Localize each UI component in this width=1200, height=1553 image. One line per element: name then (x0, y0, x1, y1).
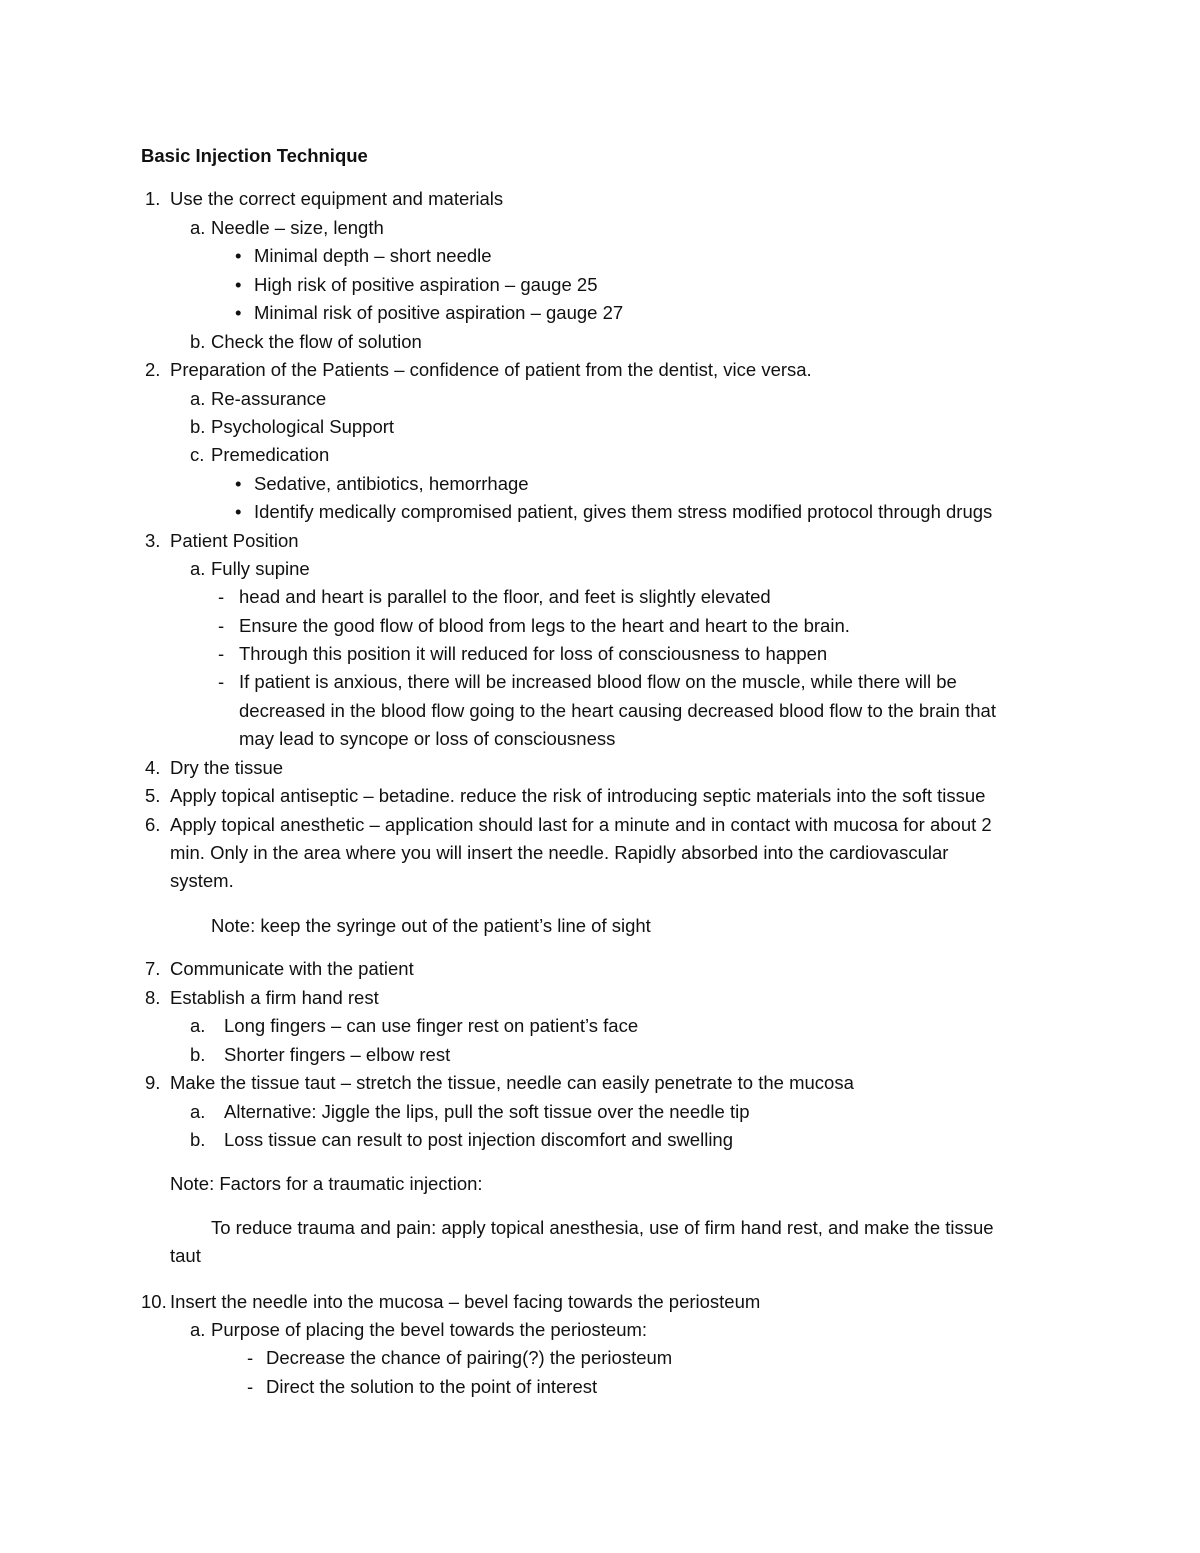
list-marker: a. (190, 388, 206, 409)
list-item-text: Ensure the good flow of blood from legs to the heart and heart to the brain. (239, 615, 850, 636)
list-marker: b. (190, 1044, 206, 1065)
paragraph-text: may lead to syncope or loss of consciousness (239, 728, 616, 749)
list-marker: • (235, 302, 242, 323)
list-marker: • (235, 274, 242, 295)
list-marker: 6. (145, 814, 161, 835)
paragraph-text: min. Only in the area where you will insert the needle. Rapidly absorbed into the cardiovascular (170, 842, 949, 863)
list-marker: 10. (141, 1291, 167, 1312)
list-marker: 9. (145, 1072, 161, 1093)
list-marker: c. (190, 444, 205, 465)
paragraph-text: system. (170, 870, 234, 891)
paragraph-text: Note: keep the syringe out of the patient’s line of sight (211, 915, 651, 936)
list-item-text: Apply topical anesthetic – application should last for a minute and in contact with mucosa for about 2 (170, 814, 992, 835)
list-item-text: Decrease the chance of pairing(?) the periosteum (266, 1347, 673, 1368)
list-marker: a. (190, 558, 206, 579)
list-marker: - (218, 643, 225, 664)
list-item-text: Dry the tissue (170, 757, 284, 778)
paragraph-text: decreased in the blood flow going to the heart causing decreased blood flow to the brain that (239, 700, 996, 721)
list-marker: a. (190, 1101, 206, 1122)
paragraph-text: To reduce trauma and pain: apply topical anesthesia, use of firm hand rest, and make the tissue (211, 1217, 994, 1238)
list-item-text: Check the flow of solution (211, 331, 422, 352)
list-item-text: Premedication (211, 444, 330, 465)
list-item-text: Psychological Support (211, 416, 395, 437)
list-marker: - (218, 615, 225, 636)
list-marker: • (235, 501, 242, 522)
list-item-text: Use the correct equipment and materials (170, 188, 504, 209)
list-item-text: Preparation of the Patients – confidence of patient from the dentist, vice versa. (170, 359, 812, 380)
list-item-text: Fully supine (211, 558, 310, 579)
list-marker: • (235, 245, 242, 266)
list-item-text: Patient Position (170, 530, 299, 551)
list-item-text: Shorter fingers – elbow rest (224, 1044, 451, 1065)
list-item-text: Long fingers – can use finger rest on patient’s face (224, 1015, 639, 1036)
list-item-text: Make the tissue taut – stretch the tissue, needle can easily penetrate to the mucosa (170, 1072, 854, 1093)
list-marker: 4. (145, 757, 161, 778)
list-item-text: Minimal depth – short needle (254, 245, 492, 266)
list-item-text: Identify medically compromised patient, gives them stress modified protocol through drugs (254, 501, 993, 522)
list-item-text: Sedative, antibiotics, hemorrhage (254, 473, 529, 494)
list-item-text: Through this position it will reduced for loss of consciousness to happen (239, 643, 828, 664)
list-marker: b. (190, 1129, 206, 1150)
list-marker: a. (190, 1319, 206, 1340)
document-title: Basic Injection Technique (141, 145, 368, 166)
list-marker: 3. (145, 530, 161, 551)
list-item-text: Purpose of placing the bevel towards the periosteum: (211, 1319, 648, 1340)
list-marker: 2. (145, 359, 161, 380)
list-marker: a. (190, 217, 206, 238)
list-item-text: Minimal risk of positive aspiration – gauge 27 (254, 302, 624, 323)
list-item-text: Communicate with the patient (170, 958, 414, 979)
list-item-text: High risk of positive aspiration – gauge 25 (254, 274, 598, 295)
list-marker: b. (190, 416, 206, 437)
list-item-text: Insert the needle into the mucosa – bevel facing towards the periosteum (170, 1291, 761, 1312)
list-item-text: Loss tissue can result to post injection discomfort and swelling (224, 1129, 734, 1150)
list-marker: - (247, 1376, 254, 1397)
list-item-text: If patient is anxious, there will be increased blood flow on the muscle, while there will be (239, 671, 957, 692)
list-item-text: Direct the solution to the point of interest (266, 1376, 598, 1397)
list-marker: • (235, 473, 242, 494)
list-marker: - (218, 671, 225, 692)
list-marker: 1. (145, 188, 161, 209)
list-item-text: Establish a firm hand rest (170, 987, 379, 1008)
list-marker: 5. (145, 785, 161, 806)
list-marker: b. (190, 331, 206, 352)
paragraph-text: Note: Factors for a traumatic injection: (170, 1173, 483, 1194)
list-marker: a. (190, 1015, 206, 1036)
list-item-text: Re-assurance (211, 388, 327, 409)
list-marker: - (218, 586, 225, 607)
list-item-text: head and heart is parallel to the floor, and feet is slightly elevated (239, 586, 771, 607)
list-marker: 8. (145, 987, 161, 1008)
list-marker: 7. (145, 958, 161, 979)
list-marker: - (247, 1347, 254, 1368)
list-item-text: Apply topical antiseptic – betadine. reduce the risk of introducing septic materials into the soft tissue (170, 785, 986, 806)
paragraph-text: taut (170, 1245, 201, 1266)
list-item-text: Needle – size, length (211, 217, 384, 238)
list-item-text: Alternative: Jiggle the lips, pull the soft tissue over the needle tip (224, 1101, 750, 1122)
